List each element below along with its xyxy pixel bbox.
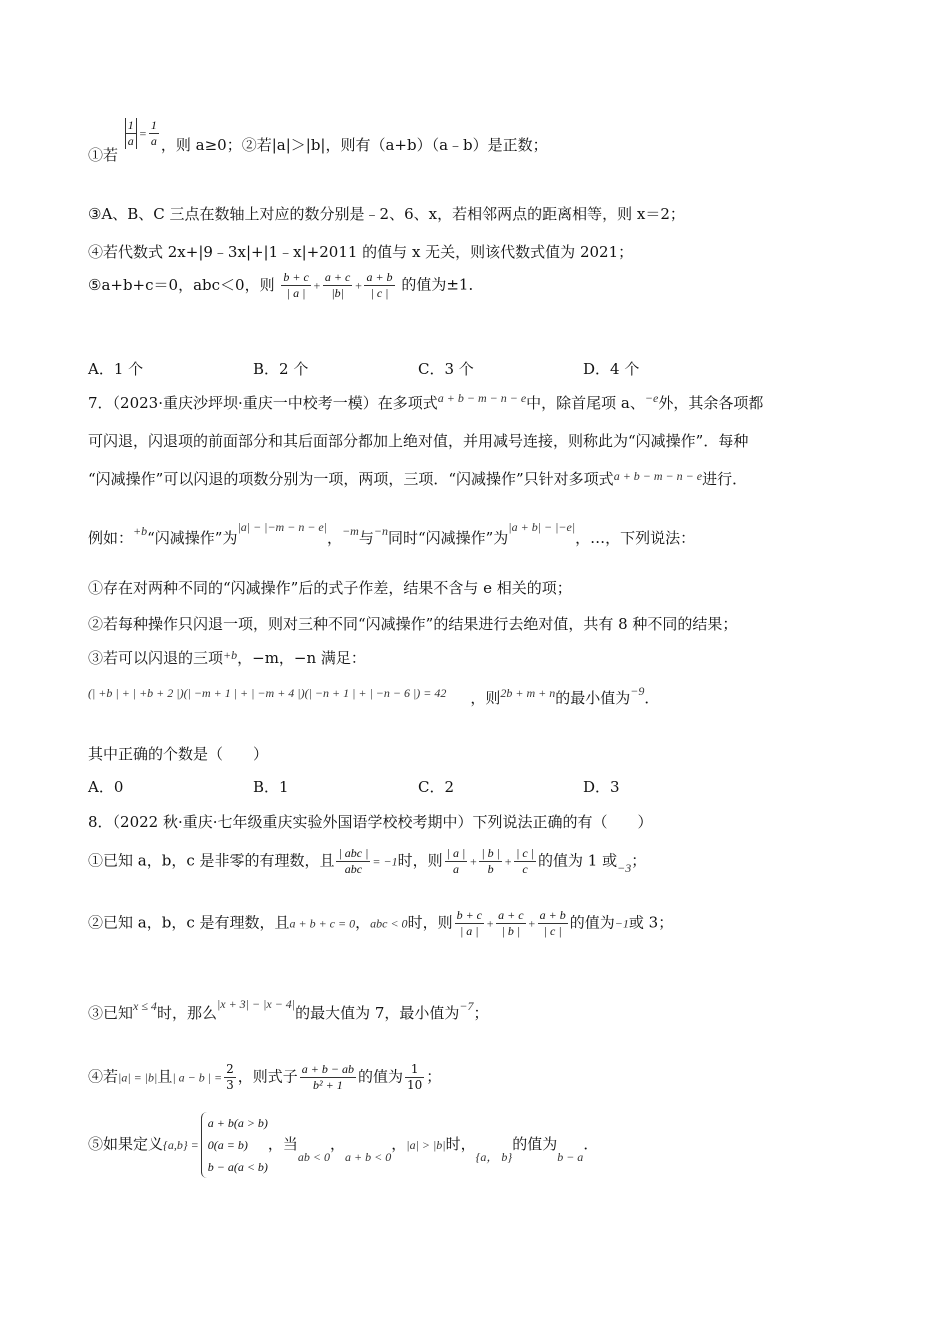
q8-text: ②已知 a，b，c 是有理数，且 — [88, 913, 290, 932]
q8-text: 时，则 — [407, 913, 453, 932]
q7-option-d[interactable]: D．3 — [583, 778, 620, 796]
q8-expression: |x + 3| − |x − 4| — [216, 997, 296, 1011]
fraction-numerator: a + c — [498, 908, 524, 922]
q7-line-4 — [88, 520, 696, 549]
q7-text: 的最小值为 — [555, 689, 631, 707]
fraction-denominator: | b | — [501, 924, 521, 938]
fraction-numerator: | c | — [516, 846, 535, 860]
fraction-denominator: | a | — [459, 924, 479, 938]
q8-text: ，则式子 — [237, 1067, 298, 1086]
q8-statement-2: ②已知 a，b，c 是有理数，且a + b + c = 0，abc < 0时，则 $\frac{b + c}{| a |}$ + $\frac{a + c}{| b |}$ + $\frac{a + b}{| c |}$ 的值为−1或 3； — [88, 908, 674, 938]
q7-line-2: 可闪退，闪退项的前面部分和其后面部分都加上绝对值，并用减号连接，则称此为“闪减操作”．每种 — [88, 432, 749, 450]
fraction-numerator: 1 — [405, 1062, 424, 1078]
fraction-denominator: a — [150, 134, 157, 148]
q6-s5-fraction-2 — [323, 270, 352, 301]
q8-text: 或 3； — [628, 913, 674, 932]
q8-case: a + b(a > b) — [207, 1116, 268, 1130]
fraction-numerator: | a | — [446, 846, 466, 860]
q8-text: ，当 — [267, 1135, 298, 1153]
q8-text: ⑤如果定义 — [88, 1135, 164, 1153]
fraction-denominator: | c | — [370, 286, 389, 300]
q7-ask: 其中正确的个数是（ ） — [88, 745, 269, 763]
q8-condition: | a − b | = — [172, 1070, 223, 1085]
fraction-denominator: |b| — [331, 286, 344, 300]
q8-condition: |a| = |b| — [118, 1070, 158, 1085]
q8-text: 时，则 — [397, 851, 443, 870]
q7-polynomial: a + b − m − n − e — [437, 391, 527, 405]
q8-text: 的值为 — [569, 913, 615, 932]
fraction-denominator: 3 — [226, 1078, 234, 1092]
q7-text: ③若可以闪退的三项 — [88, 649, 224, 667]
fraction-denominator: 10 — [407, 1078, 423, 1092]
q7-term: −n — [373, 524, 388, 538]
q8-text: ； — [426, 1067, 442, 1086]
q7-text: 中，除首尾项 a、 — [526, 394, 645, 412]
fraction-denominator: a — [127, 134, 134, 148]
q8-definition: {a,b} = — [163, 1138, 199, 1152]
q6-s1-rhs-fraction — [149, 118, 159, 149]
q6-statement-4: ④若代数式 2x+|9﹣3x|+|1﹣x|+2011 的值与 x 无关，则该代数式值为 2021； — [88, 243, 634, 261]
q8-value: −1 — [614, 916, 629, 931]
fraction-numerator: | abc | — [338, 846, 369, 860]
q6-option-a[interactable]: A．1 个 — [88, 360, 144, 378]
fraction-numerator: a + b — [366, 270, 393, 284]
q8-case: b − a(a < b) — [207, 1160, 268, 1174]
q7-term: +b — [133, 524, 148, 538]
q8-s1-fraction — [336, 846, 370, 877]
q7-expression: 2b + m + n — [500, 686, 556, 700]
fraction-denominator: b² + 1 — [313, 1078, 343, 1092]
fraction-denominator: a — [452, 862, 459, 876]
q7-option-b[interactable]: B．1 — [253, 778, 289, 796]
q6-option-d[interactable]: D．4 个 — [583, 360, 640, 378]
q7-text: ，−m，−n 满足： — [237, 649, 366, 667]
q7-line-3 — [88, 469, 747, 490]
q6-s5-fraction-3 — [364, 270, 394, 301]
fraction-numerator: 1 — [150, 118, 157, 132]
q7-line-1 — [88, 393, 763, 414]
q8-text: 的最大值为 7，最小值为 — [295, 1004, 460, 1022]
q6-statement-5: ⑤a+b+c＝0，abc＜0，则 $\frac{b + c}{| a |}$ + $\frac{a + c}{|b|}$ + $\frac{a + b}{| c |}$ 的值为±1． — [88, 270, 484, 300]
q8-text: ； — [631, 851, 647, 870]
q8-condition: a + b < 0 — [345, 1150, 392, 1164]
q8-s2-f3 — [538, 908, 568, 939]
q8-text: 的值为 — [512, 1135, 558, 1153]
q7-text: ． — [644, 689, 660, 707]
q7-option-a[interactable]: A．0 — [88, 778, 124, 796]
q7-text: 外，其余各项都 — [658, 394, 764, 412]
q7-text: 同时“闪减操作”为 — [387, 529, 509, 547]
q8-value: −7 — [459, 999, 474, 1013]
q7-expression: |a| − |−m − n − e| — [237, 520, 328, 534]
q7-text: “闪减操作”为 — [147, 529, 238, 547]
q7-term: −m — [342, 524, 359, 538]
q6-option-c[interactable]: C．3 个 — [418, 360, 474, 378]
q8-text: ①已知 a，b，c 是非零的有理数，且 — [88, 851, 335, 870]
q7-text: 进行． — [702, 470, 748, 488]
q8-s4-f — [224, 1062, 236, 1093]
fraction-numerator: a + b — [539, 908, 566, 922]
fraction-numerator: a + c — [324, 270, 351, 284]
q8-text: 的值为 1 或 — [538, 851, 618, 870]
q6-s5-fraction-1 — [281, 270, 310, 301]
q8-text: 时， — [445, 1135, 476, 1153]
q8-s2-f1 — [455, 908, 484, 939]
q7-statement-2: ②若每种操作只闪退一项，则对三种不同“闪减操作”的结果进行去绝对值，共有 8 种不同的结果； — [88, 615, 738, 633]
q6-statement-1: ①若 $\frac{1}{a}$ = $\frac{1}{a}$ ，则 a≥0；②若|a|＞|b|，则有（a+b）（a﹣b）是正数； — [88, 118, 548, 164]
fraction-denominator: | c | — [543, 924, 562, 938]
q8-statement-4 — [88, 1062, 441, 1093]
q8-condition: abc < 0 — [370, 916, 408, 931]
fraction-denominator: b — [487, 862, 494, 876]
q8-text: ④若 — [88, 1067, 119, 1086]
q8-text: ． — [583, 1135, 599, 1153]
q7-statement-3-equation — [88, 684, 660, 709]
q8-value: −3 — [617, 860, 632, 875]
q7-expression: |a + b| − |−e| — [508, 520, 576, 534]
q7-option-c[interactable]: C．2 — [418, 778, 455, 796]
q7-title: 7．（2023·重庆沙坪坝·重庆一中校考一模）在多项式 — [88, 394, 438, 412]
q7-polynomial: a + b − m − n − e — [613, 469, 703, 483]
q8-value: b − a — [557, 1150, 584, 1164]
q8-condition: ab < 0 — [297, 1150, 331, 1164]
q7-statement-3 — [88, 648, 366, 669]
q8-text: ③已知 — [88, 1004, 134, 1022]
q6-statement-3: ③A、B、C 三点在数轴上对应的数分别是﹣2、6、x，若相邻两点的距离相等，则 x＝2； — [88, 205, 685, 223]
q7-statement-1: ①存在对两种不同的“闪减操作”后的式子作差，结果不含与 e 相关的项； — [88, 579, 572, 597]
q8-text: 的值为 — [357, 1067, 403, 1086]
q6-option-b[interactable]: B．2 个 — [253, 360, 309, 378]
q8-s1-f3 — [514, 846, 536, 877]
q7-text: 与 — [358, 529, 374, 547]
q8-text: ， — [330, 1135, 346, 1153]
fraction-numerator: 1 — [127, 118, 134, 132]
q6-s1-abs-fraction — [125, 118, 137, 149]
fraction-denominator: abc — [344, 862, 363, 876]
fraction-numerator: 2 — [226, 1062, 234, 1076]
q8-statement-3 — [88, 997, 489, 1024]
q8-text: ， — [355, 913, 371, 932]
fraction-denominator: c — [522, 862, 528, 876]
q8-piecewise-brace — [201, 1112, 268, 1178]
fraction-numerator: | b | — [481, 846, 500, 860]
q8-set: {a， b} — [475, 1150, 513, 1164]
fraction-numerator: b + c — [456, 908, 483, 922]
q7-text: ，…，下列说法： — [575, 529, 696, 547]
q7-min-value: −9 — [630, 684, 645, 698]
q7-text: ，则 — [470, 689, 501, 707]
q8-condition: |a| > |b| — [406, 1138, 446, 1152]
q8-statement-1: ①已知 a，b，c 是非零的有理数，且 $\frac{\text{| abc |}}{\text{abc}}$ = −1时，则 $\frac{| a |}{a}$ + $\frac{| b |}{b}$ + $\frac{| c |}{c}$ 的值为 1 或$_{-3}$； — [88, 846, 647, 876]
q8-equals: = −1 — [372, 854, 398, 869]
q7-text: ， — [327, 529, 343, 547]
q8-text: ， — [391, 1135, 407, 1153]
q6-s5-prefix: ⑤a+b+c＝0，abc＜0，则 — [88, 275, 275, 294]
q8-s4-f2 — [300, 1062, 356, 1093]
q8-s2-f2 — [496, 908, 525, 939]
q8-s4-f3 — [405, 1062, 424, 1093]
q8-text: 且 — [157, 1067, 173, 1086]
q6-s1-text: ，则 a≥0；②若|a|＞|b|，则有（a+b）（a﹣b）是正数； — [160, 135, 548, 154]
fraction-denominator: | a | — [286, 286, 306, 300]
q6-s5-text: 的值为±1． — [401, 275, 484, 294]
q6-s1-prefix: ①若 — [88, 145, 119, 164]
q8-case: 0(a = b) — [207, 1138, 248, 1152]
q7-minus-e: −e — [644, 391, 659, 405]
q8-title: 8．（2022 秋·重庆·七年级重庆实验外国语学校校考期中）下列说法正确的有（ ） — [88, 813, 653, 831]
q7-text: 例如： — [88, 529, 134, 547]
q7-term: +b — [223, 648, 238, 662]
q8-condition: x ≤ 4 — [133, 999, 157, 1013]
fraction-numerator: b + c — [283, 270, 309, 284]
q8-s1-f2 — [479, 846, 502, 877]
q8-text: ； — [473, 1004, 489, 1022]
q8-text: 时，那么 — [156, 1004, 217, 1022]
q8-s1-f1 — [445, 846, 468, 877]
q8-statement-5 — [88, 1112, 598, 1178]
fraction-numerator: a + b − ab — [301, 1062, 354, 1076]
q7-equation: (| +b | + | +b + 2 |)(| −m + 1 | + | −m + 4 |)(| −n + 1 | + | −n − 6 |) = 42 — [88, 686, 447, 700]
q8-condition: a + b + c = 0 — [289, 916, 356, 931]
q7-text: “闪减操作”可以闪退的项数分别为一项，两项，三项．“闪减操作”只针对多项式 — [88, 470, 614, 488]
